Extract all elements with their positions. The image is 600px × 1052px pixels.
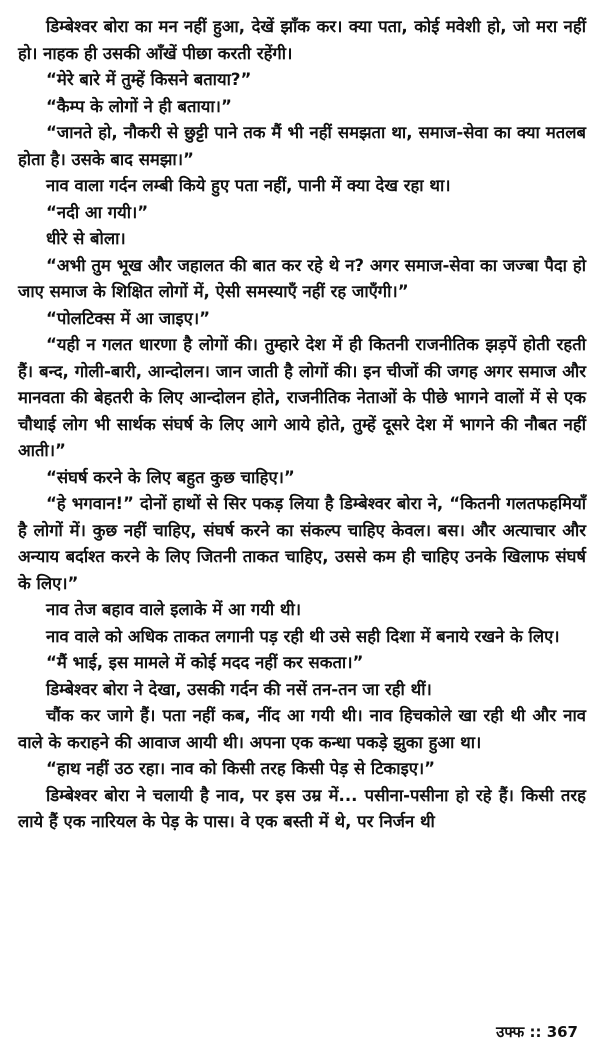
running-title: उफ्फ: [496, 1023, 525, 1041]
paragraph: “यही न गलत धारणा है लोगों की। तुम्हारे देश में ही कितनी राजनीतिक झड़पें होती रहती हैं। बन्द, गोली-बारी, आन्दोलन। जान जाती है लोगों की। इन चीजों की जगह अगर समाज और मानवता की बेहतरी के लिए आन्दोलन होते, राजनीतिक नेताओं के पीछे भागने वालों में से एक चौथाई लोग भी सार्थक संघर्ष के लिए आगे आये होते, तुम्हें दूसरे देश में भागने की नौबत नहीं आती।”: [18, 335, 586, 460]
footer-separator: ::: [529, 1023, 542, 1041]
paragraph: “जानते हो, नौकरी से छुट्टी पाने तक मैं भी नहीं समझता था, समाज-सेवा का क्या मतलब होता है। उसके बाद समझा।”: [18, 123, 586, 169]
paragraph: नाव वाले को अधिक ताकत लगानी पड़ रही थी उसे सही दिशा में बनाये रखने के लिए।: [46, 626, 560, 646]
page-footer: [496, 1022, 578, 1042]
paragraph: “नदी आ गयी।”: [46, 202, 149, 222]
paragraph: नाव वाला गर्दन लम्बी किये हुए पता नहीं, पानी में क्या देख रहा था।: [46, 176, 451, 195]
paragraph: डिम्बेश्वर बोरा का मन नहीं हुआ, देखें झाँक कर। क्या पता, कोई मवेशी हो, जो मरा नहीं हो। नाहक ही उसकी आँखें पीछा करती रहेंगी।: [18, 17, 586, 63]
paragraph: “हे भगवान!” दोनों हाथों से सिर पकड़ लिया है डिम्बेश्वर बोरा ने, “कितनी गलतफहमियाँ है लोगों में। कुछ नहीं चाहिए, संघर्ष करने का संकल्प चाहिए केवल। बस। और अत्याचार और अन्याय बर्दाश्त करने के लिए जितनी ताकत चाहिए, उससे कम ही चाहिए उनके खिलाफ संघर्ष के लिए।”: [18, 494, 586, 593]
page-body: [18, 14, 586, 836]
paragraph: “पोलटिक्स में आ जाइए।”: [46, 308, 211, 328]
paragraph: “हाथ नहीं उठ रहा। नाव को किसी तरह किसी पेड़ से टिकाइए।”: [46, 759, 436, 778]
paragraph: चौंक कर जागे हैं। पता नहीं कब, नींद आ गयी थी। नाव हिचकोले खा रही थी और नाव वाले के कराहने की आवाज आयी थी। अपना एक कन्धा पकड़े झुका हुआ था।: [18, 706, 586, 752]
paragraph: “कैम्प के लोगों ने ही बताया।”: [46, 96, 232, 116]
paragraph: “मैं भाई, इस मामले में कोई मदद नहीं कर सकता।”: [46, 653, 364, 672]
paragraph: “मेरे बारे में तुम्हें किसने बताया?”: [46, 70, 252, 89]
paragraph: नाव तेज बहाव वाले इलाके में आ गयी थी।: [46, 600, 302, 619]
paragraph: डिम्बेश्वर बोरा ने चलायी है नाव, पर इस उम्र में... पसीना-पसीना हो रहे हैं। किसी तरह लाये हैं एक नारियल के पेड़ के पास। वे एक बस्ती में थे, पर निर्जन थी: [18, 785, 586, 831]
page-number: 367: [546, 1023, 578, 1041]
paragraph: “अभी तुम भूख और जहालत की बात कर रहे थे न? अगर समाज-सेवा का जज्बा पैदा हो जाए समाज के शिक्षित लोगों में, ऐसी समस्याएँ नहीं रह जाएँगी।”: [18, 255, 586, 301]
paragraph: धीरे से बोला।: [46, 229, 126, 248]
paragraph: “संघर्ष करने के लिए बहुत कुछ चाहिए।”: [46, 467, 295, 487]
paragraph: डिम्बेश्वर बोरा ने देखा, उसकी गर्दन की नसें तन-तन जा रही थीं।: [46, 679, 432, 699]
